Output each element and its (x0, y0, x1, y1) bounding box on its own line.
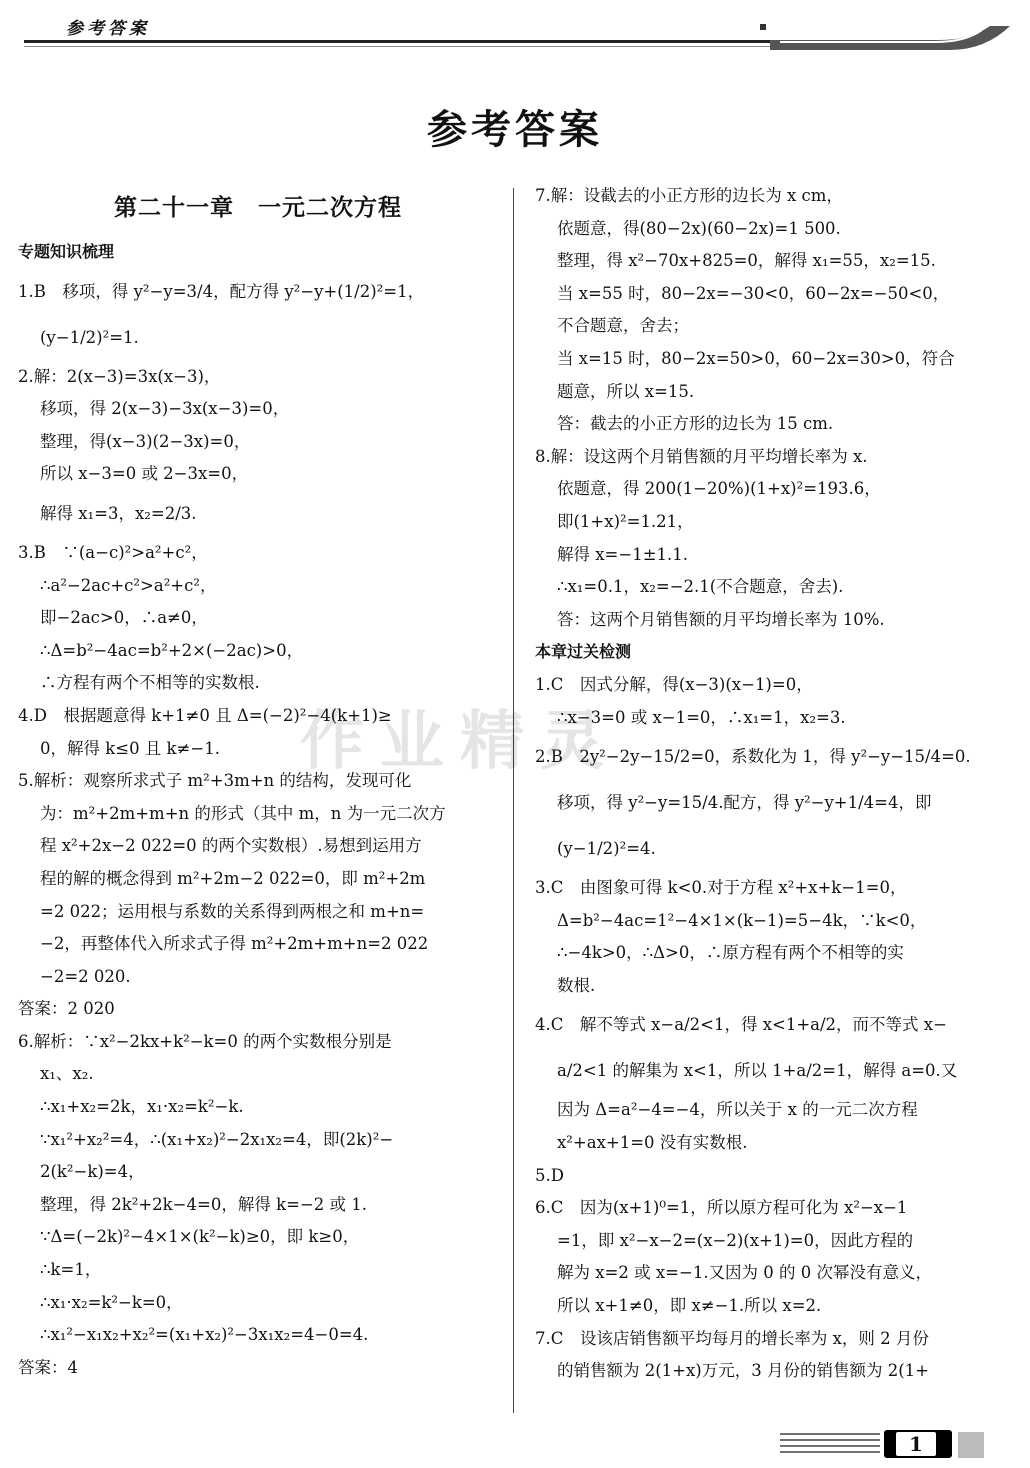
answer-line: 3.B ∵(a−c)²>a²+c²， (18, 542, 208, 562)
answer-line: (y−1/2)²=1. (40, 327, 139, 347)
answer-line: 所以 x+1≠0，即 x≠−1.所以 x=2. (557, 1296, 822, 1316)
answer-line: 程 x²+2x−2 022=0 的两个实数根）.易想到运用方 (40, 836, 422, 856)
answer-line: 不合题意，舍去； (557, 316, 689, 336)
answer-line: 5.解析：观察所求式子 m²+3m+n 的结构，发现可化 (18, 771, 412, 791)
answer-line: ∴a²−2ac+c²>a²+c²， (40, 575, 217, 595)
answer-line: 依题意，得(80−2x)(60−2x)=1 500. (557, 218, 841, 238)
page-number: 1 (896, 1432, 936, 1456)
header-label: 参考答案 (66, 19, 150, 39)
answer-line: −2=2 020. (40, 966, 131, 986)
left-answer-lines (18, 269, 498, 1385)
answer-line: 整理，得 2k²+2k−4=0，解得 k=−2 或 1. (40, 1194, 367, 1214)
answer-line: 4.C 解不等式 x−a/2<1，得 x<1+a/2，而不等式 x− (535, 1015, 947, 1035)
answer-line: 题意，所以 x=15. (557, 381, 695, 401)
answer-line: 数根. (557, 975, 596, 995)
answer-line: 8.解：设这两个月销售额的月平均增长率为 x. (535, 446, 868, 466)
answer-line: 解得 x₁=3，x₂=2/3. (40, 503, 197, 523)
answer-line: ∵Δ=(−2k)²−4×1×(k²−k)≥0，即 k≥0， (40, 1227, 360, 1247)
answer-line: =2 022；运用根与系数的关系得到两根之和 m+n= (40, 901, 425, 921)
answer-line: ∵x₁²+x₂²=4，∴(x₁+x₂)²−2x₁x₂=4，即(2k)²− (40, 1129, 394, 1149)
answer-line: x₁、x₂. (40, 1064, 94, 1084)
answer-line: 0，解得 k≤0 且 k≠−1. (40, 738, 220, 758)
section-heading-2: 本章过关检测 (535, 642, 632, 662)
answer-line: 1.B 移项，得 y²−y=3/4，配方得 y²−y+(1/2)²=1， (18, 281, 425, 301)
header-rule (24, 40, 854, 43)
answer-line: 答：这两个月销售额的月平均增长率为 10%. (557, 609, 885, 629)
answer-line: 当 x=55 时，80−2x=−30<0，60−2x=−50<0， (557, 283, 950, 303)
answer-line: 4.D 根据题意得 k+1≠0 且 Δ=(−2)²−4(k+1)≥ (18, 705, 392, 725)
answer-line: 答案：4 (18, 1357, 78, 1377)
page-number-box (884, 1430, 952, 1458)
page-title: 参考答案 (427, 106, 603, 153)
answer-line: 移项，得 2(x−3)−3x(x−3)=0， (40, 399, 290, 419)
answer-line: a/2<1 的解集为 x<1，所以 1+a/2=1，解得 a=0.又 (557, 1061, 958, 1081)
answer-line: 1.C 因式分解，得(x−3)(x−1)=0， (535, 674, 813, 694)
answer-line: 5.D (535, 1165, 564, 1185)
answer-line: 7.C 设该店销售额平均每月的增长率为 x，则 2 月份 (535, 1328, 929, 1348)
answer-line: ∴k=1， (40, 1260, 102, 1280)
answer-line: −2，再整体代入所求式子得 m²+2m+m+n=2 022 (40, 934, 429, 954)
answer-line: ∴x₁+x₂=2k，x₁·x₂=k²−k. (40, 1097, 244, 1117)
answer-line: 解为 x=2 或 x=−1.又因为 0 的 0 次幂没有意义， (557, 1263, 933, 1283)
answer-line: ∴方程有两个不相等的实数根. (40, 673, 260, 693)
answer-line: =1，即 x²−x−2=(x−2)(x+1)=0，因此方程的 (557, 1230, 914, 1250)
answer-line: 2(k²−k)=4， (40, 1162, 145, 1182)
answer-line: 整理，得(x−3)(2−3x)=0， (40, 431, 251, 451)
answer-line: 为：m²+2m+m+n 的形式（其中 m，n 为一元二次方 (40, 803, 446, 823)
answer-line: 答：截去的小正方形的边长为 15 cm. (557, 414, 834, 434)
answer-line: 当 x=15 时，80−2x=50>0，60−2x=30>0，符合 (557, 348, 955, 368)
answer-line: 7.解：设截去的小正方形的边长为 x cm， (535, 186, 843, 205)
answer-line: 所以 x−3=0 或 2−3x=0， (40, 464, 249, 484)
answer-line: 整理，得 x²−70x+825=0，解得 x₁=55，x₂=15. (557, 251, 936, 271)
answer-line: ∴x₁²−x₁x₂+x₂²=(x₁+x₂)²−3x₁x₂=4−0=4. (40, 1325, 369, 1345)
answer-line: 因为 Δ=a²−4=−4，所以关于 x 的一元二次方程 (557, 1100, 918, 1120)
answer-line: 2.B 2y²−2y−15/2=0，系数化为 1，得 y²−y−15/4=0. (535, 747, 971, 767)
answer-line: ∴x−3=0 或 x−1=0，∴x₁=1，x₂=3. (557, 707, 846, 727)
answer-line: ∴−4k>0，∴Δ>0，∴原方程有两个不相等的实 (557, 943, 904, 963)
answer-line: 移项，得 y²−y=15/4.配方，得 y²−y+1/4=4，即 (557, 793, 932, 813)
answer-line: ∴x₁=0.1，x₂=−2.1(不合题意，舍去). (557, 577, 844, 597)
answer-line: ∴x₁·x₂=k²−k=0， (40, 1292, 183, 1312)
answer-line: 依题意，得 200(1−20%)(1+x)²=193.6， (557, 479, 881, 499)
right-answer-lines-a (535, 180, 1013, 636)
left-column (18, 180, 498, 1384)
answer-line: 即(1+x)²=1.21， (557, 511, 694, 531)
answer-line: 3.C 由图象可得 k<0.对于方程 x²+x+k−1=0， (535, 878, 907, 898)
header-rule-thin (24, 46, 854, 47)
chapter-heading: 第二十一章 一元二次方程 (114, 194, 402, 221)
answer-line: 的销售额为 2(1+x)万元，3 月份的销售额为 2(1+ (557, 1361, 929, 1381)
answer-line: 2.解：2(x−3)=3x(x−3)， (18, 366, 221, 386)
footer-stripes-decoration (780, 1430, 880, 1460)
answer-line: 即−2ac>0，∴a≠0， (40, 608, 208, 628)
answer-line: ∴Δ=b²−4ac=b²+2×(−2ac)>0， (40, 640, 304, 660)
answer-line: 答案：2 020 (18, 999, 115, 1019)
answer-line: 程的解的概念得到 m²+2m−2 022=0，即 m²+2m (40, 868, 426, 888)
answer-line: 6.C 因为(x+1)⁰=1，所以原方程可化为 x²−x−1 (535, 1198, 908, 1218)
right-column (535, 180, 1013, 1388)
answer-line: 解得 x=−1±1.1. (557, 544, 689, 564)
page-header (0, 0, 1030, 60)
answer-line: x²+ax+1=0 没有实数根. (557, 1133, 748, 1153)
watermark-text: 作业精灵 (300, 705, 620, 779)
column-divider (513, 188, 514, 1413)
answer-line: 6.解析：∵x²−2kx+k²−k=0 的两个实数根分别是 (18, 1031, 392, 1051)
answer-line: Δ=b²−4ac=1²−4×1×(k−1)=5−4k，∵k<0， (557, 910, 927, 930)
section-heading: 专题知识梳理 (18, 242, 115, 261)
answer-line: (y−1/2)²=4. (557, 839, 656, 859)
header-swoosh-decoration (760, 22, 1010, 52)
page-tab-decoration (958, 1432, 984, 1458)
